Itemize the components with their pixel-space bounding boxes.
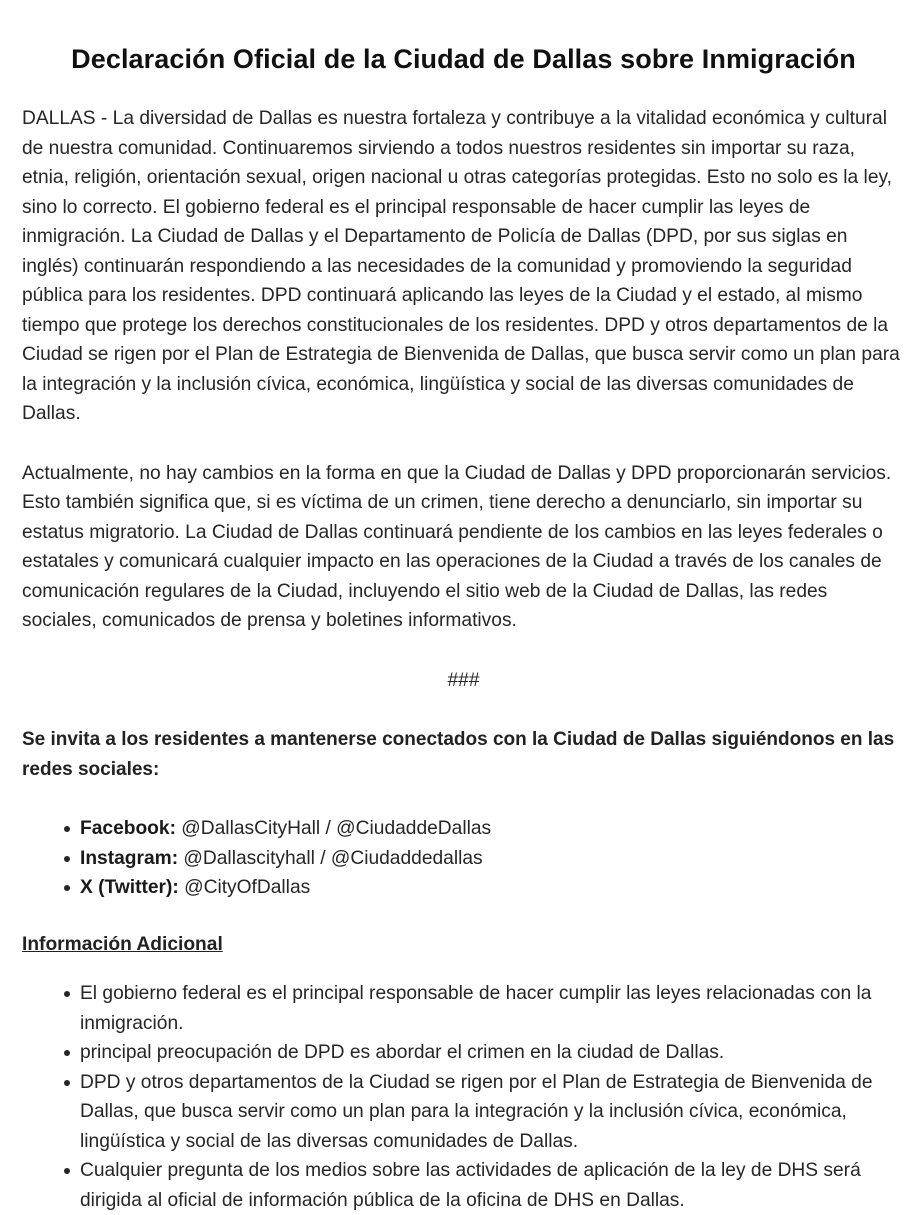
social-invite-text: Se invita a los residentes a mantenerse conectados con la Ciudad de Dallas siguiéndonos en las redes sociales: [22, 729, 895, 780]
social-platform-label: X (Twitter): [80, 877, 179, 898]
body-paragraph-1: DALLAS - La diversidad de Dallas es nuestra fortaleza y contribuye a la vitalidad económica y cultural de nuestra comunidad. Continuaremos sirviendo a todos nuestros residentes sin importar su raza, etnia, religión, orientación sexual, origen nacional u otras categorías protegidas. Esto no solo es la ley, sino lo correcto. El gobierno federal es el principal responsable de hacer cumplir las leyes de inmigración. La Ciudad de Dallas y el Departamento de Policía de Dallas (DPD, por sus siglas en inglés) continuarán respondiendo a las necesidades de la comunidad y promoviendo la seguridad pública para los residentes. DPD continuará aplicando las leyes de la Ciudad y el estado, al mismo tiempo que protege los derechos constitucionales de los residentes. DPD y otros departamentos de la Ciudad se rigen por el Plan de Estrategia de Bienvenida de Dallas, que busca servir como un plan para la integración y la inclusión cívica, económica, lingüística y social de las diversas comunidades de Dallas. [22, 108, 900, 424]
social-item-instagram [80, 844, 905, 874]
social-item-facebook [80, 814, 905, 844]
body-paragraph-2: Actualmente, no hay cambios en la forma en que la Ciudad de Dallas y DPD proporcionarán servicios. Esto también significa que, si es víctima de un crimen, tiene derecho a denunciarlo, sin importar su estatus migratorio. La Ciudad de Dallas continuará pendiente de los cambios en las leyes federales o estatales y comunicará cualquier impacto en las operaciones de la Ciudad a través de los canales de comunicación regulares de la Ciudad, incluyendo el sitio web de la Ciudad de Dallas, las redes sociales, comunicados de prensa y boletines informativos. [22, 462, 892, 631]
social-handles: @Dallascityhall / @Ciudaddedallas [178, 847, 483, 869]
additional-info-heading: Información Adicional [22, 933, 223, 955]
additional-info-item: El gobierno federal es el principal responsable de hacer cumplir las leyes relacionadas con la inmigración. [80, 979, 905, 1038]
document-title: Declaración Oficial de la Ciudad de Dallas sobre Inmigración [71, 44, 856, 74]
social-platform-label: Facebook: [80, 818, 176, 839]
additional-info-item: Cualquier pregunta de los medios sobre las actividades de aplicación de la ley de DHS será dirigida al oficial de información pública de la oficina de DHS en Dallas. [80, 1156, 905, 1215]
additional-info-item: principal preocupación de DPD es abordar el crimen en la ciudad de Dallas. [80, 1038, 905, 1068]
additional-info-list [22, 979, 905, 1215]
section-separator: ### [447, 669, 480, 691]
social-handles: @CityOfDallas [178, 877, 311, 898]
additional-info-item: DPD y otros departamentos de la Ciudad se rigen por el Plan de Estrategia de Bienvenida de Dallas, que busca servir como un plan para la integración y la inclusión cívica, económica, lingüística y social de las diversas comunidades de Dallas. [80, 1068, 905, 1157]
social-media-list [22, 814, 905, 903]
social-platform-label: Instagram: [80, 847, 179, 869]
social-handles: @DallasCityHall / @CiudaddeDallas [175, 818, 492, 839]
social-item-x-twitter [80, 873, 905, 903]
